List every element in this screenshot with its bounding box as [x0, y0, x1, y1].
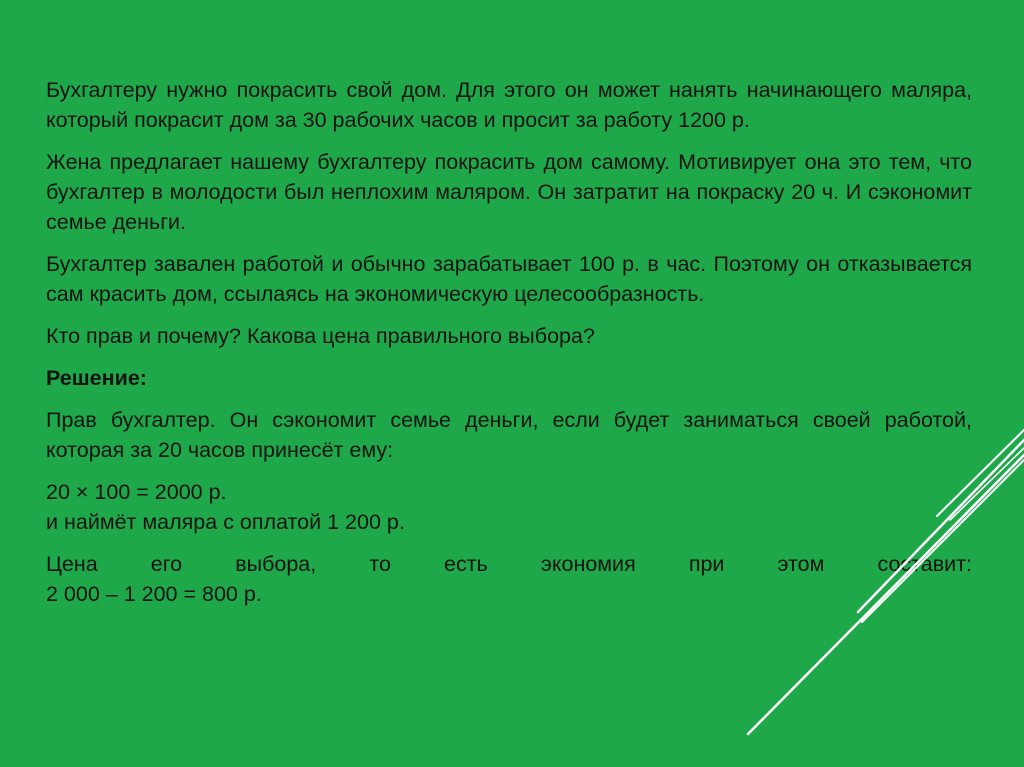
problem-paragraph-2: Жена предлагает нашему бухгалтеру покрасить дом самому. Мотивирует она это тем, что бухгалтер в молодости был неплохим маляром. Он затратит на покраску 20 ч. И сэкономит семье деньги.: [46, 150, 972, 234]
solution-paragraph: Прав бухгалтер. Он сэкономит семье деньги, если будет заниматься своей работой, которая за 20 часов принесёт ему:: [46, 408, 972, 462]
calculation-line-2: и наймёт маляра с оплатой 1 200 р.: [46, 510, 405, 534]
conclusion-line-1: Цена его выбора, то есть экономия при этом составит:: [46, 552, 972, 576]
calculation-line-1: 20 × 100 = 2000 р.: [46, 480, 227, 504]
problem-paragraph-3: Бухгалтер завален работой и обычно зарабатывает 100 р. в час. Поэтому он отказывается сам красить дом, ссылаясь на экономическую целесообразность.: [46, 252, 972, 306]
slide-body: [46, 75, 972, 621]
question-paragraph: Кто прав и почему? Какова цена правильного выбора?: [46, 324, 595, 348]
conclusion-block: [46, 549, 972, 609]
conclusion-line-2: 2 000 – 1 200 = 800 р.: [46, 582, 262, 606]
problem-paragraph-1: Бухгалтеру нужно покрасить свой дом. Для этого он может нанять начинающего маляра, который покрасит дом за 30 рабочих часов и просит за работу 1200 р.: [46, 78, 972, 132]
solution-heading: Решение:: [46, 366, 147, 390]
calculation-block: [46, 477, 972, 537]
